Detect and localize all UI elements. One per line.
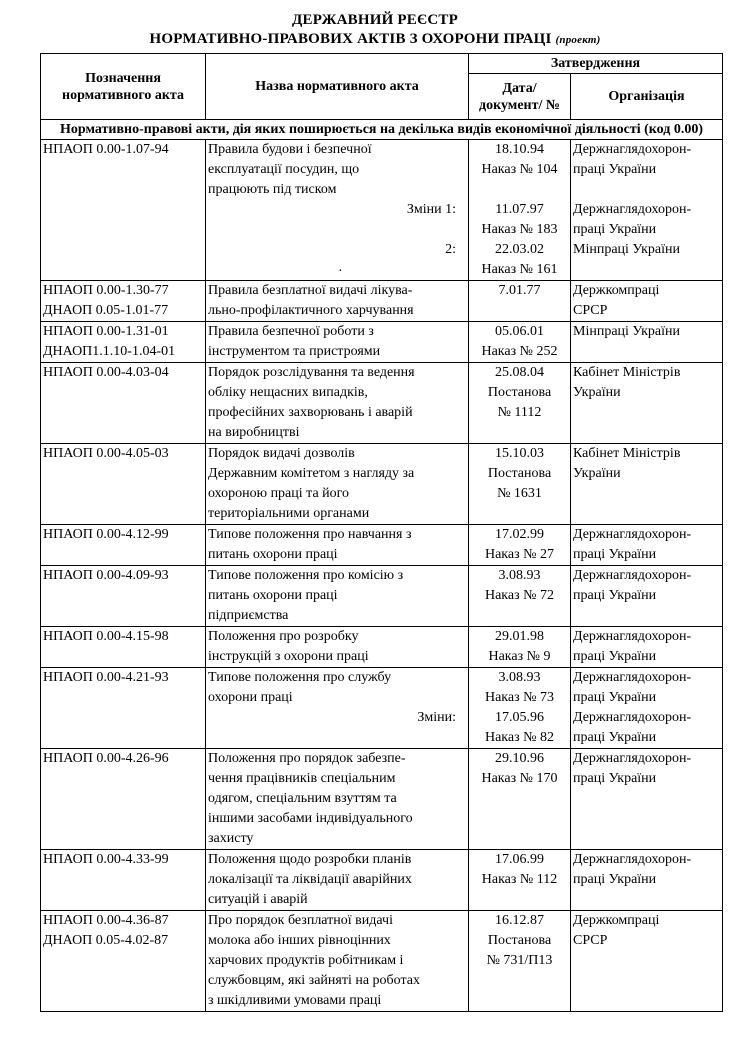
approval-date-doc-line: 15.10.03: [495, 446, 544, 461]
act-name: [206, 627, 469, 668]
act-name-line: охорони праці: [208, 690, 293, 705]
approval-org-line: праці України: [573, 730, 657, 745]
approval-org-line: Мінпраці України: [573, 324, 680, 339]
act-code-line: НПАОП 0.00-4.33-99: [43, 852, 169, 867]
act-name-line: обліку нещасних випадків,: [208, 385, 368, 400]
act-name-line: локалізації та ліквідації аварійних: [208, 872, 412, 887]
approval-date-doc-line: 3.08.93: [498, 568, 541, 583]
act-name-line: ситуацій і аварій: [208, 892, 308, 907]
act-name: [206, 668, 469, 749]
act-name-line: Типове положення про комісію з: [208, 568, 404, 583]
approval-date-doc-line: 11.07.97: [495, 202, 544, 217]
approval-org-line: Держнаглядохорон-: [573, 202, 692, 217]
act-name-line: Положення про порядок забезпе-: [208, 751, 406, 766]
approval-date-doc: [469, 525, 571, 566]
act-name-line: Положення про розробку: [208, 629, 359, 644]
table-row: [41, 749, 723, 850]
document-subtitle: [0, 31, 750, 48]
act-code-line: ДНАОП 0.05-1.01-77: [43, 303, 169, 318]
act-code-line: НПАОП 0.00-1.31-01: [43, 324, 169, 339]
approval-date-doc-line: 05.06.01: [495, 324, 544, 339]
act-name-line: Державним комітетом з нагляду за: [208, 466, 415, 481]
act-code-line: НПАОП 0.00-1.07-94: [43, 142, 169, 157]
approval-date-doc-line: Наказ № 252: [481, 344, 558, 359]
approval-org-line: Держнаглядохорон-: [573, 568, 692, 583]
amendment-label: [208, 220, 466, 240]
act-name-line: чення працівників спеціальним: [208, 771, 396, 786]
approval-org-line: Держкомпраці: [573, 283, 660, 298]
act-code: [41, 363, 206, 444]
approval-date-doc-line: Постанова: [487, 466, 552, 481]
approval-org-line: праці України: [573, 162, 657, 177]
header-org: Організація: [571, 74, 723, 120]
header-date-doc: Дата/документ/ №: [469, 74, 571, 120]
approval-org: [571, 566, 723, 627]
act-code-line: НПАОП 0.00-1.30-77: [43, 283, 169, 298]
act-code: [41, 850, 206, 911]
act-name-line: Типове положення про службу: [208, 670, 392, 685]
approval-date-doc-line: Наказ № 9: [488, 649, 551, 664]
approval-date-doc: [469, 281, 571, 322]
act-code-line: НПАОП 0.00-4.21-93: [43, 670, 169, 685]
approval-date-doc-line: № 1631: [497, 486, 542, 501]
act-code-line: НПАОП 0.00-4.05-03: [43, 446, 169, 461]
act-name-line: Порядок видачі дозволів: [208, 446, 355, 461]
act-code-line: НПАОП 0.00-4.36-87: [43, 913, 169, 928]
act-name-line: Порядок розслідування та ведення: [208, 365, 415, 380]
approval-date-doc-line: 29.01.98: [495, 629, 544, 644]
table-row: [41, 322, 723, 363]
act-name: [206, 322, 469, 363]
act-name-line: професійних захворювань і аварій: [208, 405, 413, 420]
approval-org: [571, 668, 723, 749]
act-name-line: Про порядок безплатної видачі: [208, 913, 393, 928]
approval-date-doc-line: 17.02.99: [495, 527, 544, 542]
act-code-line: НПАОП 0.00-4.09-93: [43, 568, 169, 583]
act-name-line: Правила будови і безпечної: [208, 142, 372, 157]
table-row: [41, 444, 723, 525]
act-name: [206, 850, 469, 911]
act-name: [206, 911, 469, 1012]
approval-date-doc-line: Наказ № 104: [481, 162, 558, 177]
table-row: [41, 140, 723, 281]
approval-date-doc-line: № 731/П13: [486, 953, 553, 968]
approval-date-doc-line: 17.06.99: [495, 852, 544, 867]
approval-org: [571, 850, 723, 911]
act-code: [41, 911, 206, 1012]
act-name-line: територіальними органами: [208, 506, 370, 521]
approval-org-line: праці України: [573, 771, 657, 786]
act-name-line: одягом, спеціальним взуттям та: [208, 791, 397, 806]
amendment-label: Зміни 1:: [406, 202, 456, 217]
act-code: [41, 668, 206, 749]
act-code-line: ДНАОП 0.05-4.02-87: [43, 933, 169, 948]
header-approval: Затвердження: [469, 54, 723, 74]
approval-org-line: України: [573, 385, 621, 400]
approval-date-doc-line: [471, 180, 568, 200]
act-name-line: Положення щодо розробки планів: [208, 852, 412, 867]
approval-org-line: Кабінет Міністрів: [573, 446, 681, 461]
act-code: [41, 281, 206, 322]
act-name-line: на виробництві: [208, 425, 300, 440]
approval-date-doc-line: 18.10.94: [495, 142, 544, 157]
amendment-label: 2:: [445, 242, 456, 257]
approval-date-doc-line: № 1112: [497, 405, 542, 420]
amendment-label: [208, 260, 466, 280]
act-name: [206, 525, 469, 566]
approval-org-line: праці України: [573, 872, 657, 887]
approval-org: [571, 281, 723, 322]
approval-date-doc: [469, 668, 571, 749]
act-name-line: з шкідливими умовами праці: [208, 993, 382, 1008]
act-code-line: НПАОП 0.00-4.15-98: [43, 629, 169, 644]
table-row: [41, 363, 723, 444]
approval-date-doc-line: 7.01.77: [498, 283, 541, 298]
act-code: [41, 444, 206, 525]
approval-org-line: Держнаглядохорон-: [573, 629, 692, 644]
draft-mark: (проект): [555, 34, 601, 46]
approval-org-line: Держнаглядохорон-: [573, 670, 692, 685]
approval-org-line: Держнаглядохорон-: [573, 852, 692, 867]
approval-org: [571, 363, 723, 444]
act-name-line: харчових продуктів робітникам і: [208, 953, 404, 968]
approval-date-doc-line: 17.05.96: [495, 710, 544, 725]
table-row: [41, 566, 723, 627]
act-name: [206, 140, 469, 281]
approval-date-doc-line: Наказ № 170: [481, 771, 558, 786]
act-name-line: Правила безплатної видачі лікува-: [208, 283, 413, 298]
approval-org-line: праці України: [573, 547, 657, 562]
act-code-line: НПАОП 0.00-4.12-99: [43, 527, 169, 542]
act-name-line: іншими засобами індивідуального: [208, 811, 413, 826]
approval-org-line: праці України: [573, 588, 657, 603]
approval-org-line: СРСР: [573, 303, 608, 318]
approval-org-line: Держнаглядохорон-: [573, 710, 692, 725]
stray-dot: ·: [338, 264, 343, 279]
act-name-line: Правила безпечної роботи з: [208, 324, 374, 339]
approval-org-line: Держнаглядохорон-: [573, 142, 692, 157]
approval-date-doc-line: Постанова: [487, 933, 552, 948]
act-name-line: питань охорони праці: [208, 547, 338, 562]
act-name-line: службовцям, які зайняті на роботах: [208, 973, 420, 988]
table-row: [41, 525, 723, 566]
act-code: [41, 749, 206, 850]
approval-date-doc: [469, 444, 571, 525]
act-name-line: льно-профілактичного харчування: [208, 303, 414, 318]
act-code: [41, 627, 206, 668]
act-name-line: охороною праці та його: [208, 486, 350, 501]
section-heading: Нормативно-правові акти, дія яких поширюється на декілька видів економічної діяльності (код 0.00): [41, 120, 723, 140]
act-code: [41, 140, 206, 281]
approval-org: [571, 140, 723, 281]
approval-date-doc-line: 29.10.96: [495, 751, 544, 766]
approval-date-doc: [469, 140, 571, 281]
approval-date-doc-line: Наказ № 183: [481, 222, 558, 237]
approval-org-line: праці України: [573, 690, 657, 705]
approval-org-line: Держнаглядохорон-: [573, 527, 692, 542]
approval-date-doc: [469, 850, 571, 911]
approval-org-line: [573, 180, 720, 200]
approval-org: [571, 911, 723, 1012]
table-row: [41, 281, 723, 322]
act-name: [206, 749, 469, 850]
approval-date-doc: [469, 911, 571, 1012]
document-title: ДЕРЖАВНИЙ РЕЄСТР: [292, 12, 458, 28]
approval-org-line: Мінпраці України: [573, 242, 680, 257]
header-name: Назва нормативного акта: [206, 54, 469, 120]
approval-org: [571, 627, 723, 668]
act-name-line: працюють під тиском: [208, 182, 337, 197]
approval-date-doc-line: Наказ № 72: [484, 588, 554, 603]
approval-date-doc-line: 16.12.87: [495, 913, 544, 928]
approval-date-doc-line: Наказ № 82: [484, 730, 554, 745]
act-name: [206, 444, 469, 525]
approval-date-doc: [469, 749, 571, 850]
act-name-line: експлуатації посудин, що: [208, 162, 360, 177]
act-name-line: інструментом та пристроями: [208, 344, 381, 359]
approval-date-doc-line: Постанова: [487, 385, 552, 400]
approval-date-doc-line: 3.08.93: [498, 670, 541, 685]
act-code: [41, 566, 206, 627]
act-name-line: молока або інших рівноцінних: [208, 933, 391, 948]
approval-org-line: праці України: [573, 222, 657, 237]
approval-org-line: Кабінет Міністрів: [573, 365, 681, 380]
approval-org-line: СРСР: [573, 933, 608, 948]
approval-org: [571, 749, 723, 850]
approval-date-doc-line: Наказ № 27: [484, 547, 554, 562]
table-row: [41, 627, 723, 668]
act-name-line: інструкцій з охорони праці: [208, 649, 369, 664]
table-row: [41, 911, 723, 1012]
header-code: Позначення нормативного акта: [41, 54, 206, 120]
approval-date-doc: [469, 627, 571, 668]
approval-date-doc: [469, 363, 571, 444]
act-name-line: Типове положення про навчання з: [208, 527, 412, 542]
approval-date-doc-line: Наказ № 112: [481, 872, 558, 887]
approval-org: [571, 322, 723, 363]
table-row: [41, 668, 723, 749]
approval-date-doc-line: Наказ № 73: [484, 690, 554, 705]
approval-date-doc-line: Наказ № 161: [481, 262, 558, 277]
act-code-line: ДНАОП1.1.10-1.04-01: [43, 344, 176, 359]
amendment-label: Зміни:: [417, 710, 456, 725]
act-name: [206, 363, 469, 444]
approval-org-line: Держкомпраці: [573, 913, 660, 928]
approval-date-doc-line: 22.03.02: [495, 242, 544, 257]
act-code: [41, 322, 206, 363]
approval-date-doc-line: 25.08.04: [495, 365, 544, 380]
approval-org: [571, 525, 723, 566]
act-code-line: НПАОП 0.00-4.26-96: [43, 751, 169, 766]
approval-org-line: України: [573, 466, 621, 481]
act-code: [41, 525, 206, 566]
act-name: [206, 566, 469, 627]
approval-org: [571, 444, 723, 525]
act-code-line: НПАОП 0.00-4.03-04: [43, 365, 169, 380]
subtitle-text: НОРМАТИВНО-ПРАВОВИХ АКТІВ З ОХОРОНИ ПРАЦІ: [149, 31, 552, 47]
registry-table: [40, 53, 723, 1012]
act-name-line: захисту: [208, 831, 254, 846]
act-name-line: підприємства: [208, 608, 289, 623]
act-name: [206, 281, 469, 322]
act-name-line: питань охорони праці: [208, 588, 338, 603]
approval-date-doc: [469, 566, 571, 627]
approval-org-line: Держнаглядохорон-: [573, 751, 692, 766]
approval-org-line: праці України: [573, 649, 657, 664]
table-row: [41, 850, 723, 911]
approval-date-doc: [469, 322, 571, 363]
